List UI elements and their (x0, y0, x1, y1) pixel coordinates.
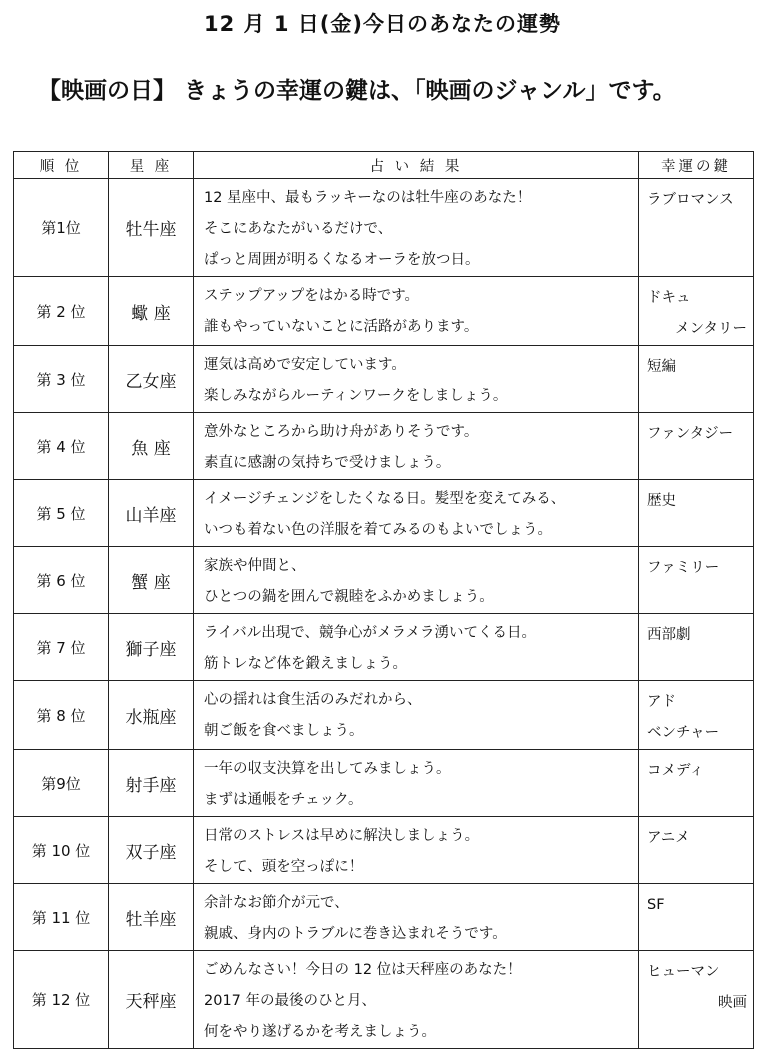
fortune-result-line: 誰もやっていないことに活路があります。 (204, 319, 479, 335)
rank-cell: 第 7 位 (14, 614, 109, 681)
lucky-key-line: ドキュ (647, 290, 691, 306)
lucky-key-line: ファンタジー (647, 426, 734, 442)
lucky-key-cell (639, 346, 754, 413)
rank-cell: 第1位 (14, 179, 109, 277)
rank-cell: 第9位 (14, 750, 109, 817)
lucky-key-cell (639, 884, 754, 951)
fortune-result-line: 2017 年の最後のひと月、 (204, 993, 377, 1009)
table-header-row (14, 152, 754, 179)
zodiac-sign-cell: 獅子座 (109, 614, 194, 681)
table-row (14, 179, 754, 277)
fortune-result-line: いつも着ない色の洋服を着てみるのもよいでしょう。 (204, 522, 552, 538)
lucky-key-line: ファミリー (647, 560, 720, 576)
fortune-result-line: 心の揺れは食生活のみだれから、 (204, 692, 422, 708)
fortune-result-line: ステップアップをはかる時です。 (204, 288, 420, 304)
column-header-result: 占 い 結 果 (194, 152, 639, 179)
lucky-key-line: ベンチャー (647, 725, 720, 741)
rank-cell: 第 2 位 (14, 277, 109, 346)
lucky-key-cell (639, 951, 754, 1049)
fortune-result-line: 一年の収支決算を出してみましょう。 (204, 761, 451, 777)
fortune-result-line: 素直に感謝の気持ちで受けましょう。 (204, 455, 451, 471)
page-title: 12 月 1 日(金)今日のあなたの運勢 (204, 12, 561, 36)
column-header-rank: 順 位 (14, 152, 109, 179)
zodiac-sign-cell: 魚 座 (109, 413, 194, 480)
fortune-result-line: 家族や仲間と、 (204, 558, 306, 574)
zodiac-sign-cell: 水瓶座 (109, 681, 194, 750)
zodiac-sign-cell: 山羊座 (109, 480, 194, 547)
fortune-result-line: 日常のストレスは早めに解決しましょう。 (204, 828, 480, 844)
fortune-result-line: 筋トレなど体を鍛えましょう。 (204, 656, 407, 672)
fortune-result-line: 親戚、身内のトラブルに巻き込まれそうです。 (204, 926, 507, 942)
table-row (14, 884, 754, 951)
lucky-key-line: 映画 (718, 995, 747, 1011)
lucky-key-cell (639, 480, 754, 547)
fortune-result-line: 余計なお節介が元で、 (204, 895, 349, 911)
horoscope-table (13, 151, 754, 1049)
fortune-result-cell (194, 547, 639, 614)
lucky-key-cell (639, 547, 754, 614)
page-subtitle: 【映画の日】 きょうの幸運の鍵は、「映画のジャンル」です。 (38, 78, 676, 104)
zodiac-sign-cell: 蟹 座 (109, 547, 194, 614)
fortune-result-line: 意外なところから助け舟がありそうです。 (204, 424, 479, 440)
rank-cell: 第 8 位 (14, 681, 109, 750)
zodiac-sign-cell: 射手座 (109, 750, 194, 817)
fortune-result-line: ひとつの鍋を囲んで親睦をふかめましょう。 (204, 589, 494, 605)
lucky-key-line: 西部劇 (647, 627, 691, 643)
rank-cell: 第 6 位 (14, 547, 109, 614)
fortune-result-line: まずは通帳をチェック。 (204, 792, 363, 808)
fortune-result-cell (194, 413, 639, 480)
lucky-key-line: 歴史 (647, 493, 676, 509)
table-row (14, 547, 754, 614)
table-row (14, 277, 754, 346)
fortune-result-cell (194, 681, 639, 750)
lucky-key-line: メンタリー (675, 321, 747, 337)
table-row (14, 681, 754, 750)
zodiac-sign-cell: 双子座 (109, 817, 194, 884)
fortune-result-cell (194, 179, 639, 277)
table-row (14, 750, 754, 817)
table-row (14, 413, 754, 480)
rank-cell: 第 10 位 (14, 817, 109, 884)
fortune-result-line: ごめんなさい！今日の 12 位は天秤座のあなた！ (204, 962, 522, 978)
fortune-result-line: そして、頭を空っぽに！ (204, 859, 364, 875)
table-row (14, 951, 754, 1049)
lucky-key-cell (639, 614, 754, 681)
column-header-sign: 星 座 (109, 152, 194, 179)
table-row (14, 480, 754, 547)
zodiac-sign-cell: 蠍 座 (109, 277, 194, 346)
lucky-key-cell (639, 277, 754, 346)
lucky-key-cell (639, 681, 754, 750)
lucky-key-cell (639, 817, 754, 884)
lucky-key-cell (639, 750, 754, 817)
fortune-result-line: 何をやり遂げるかを考えましょう。 (204, 1024, 436, 1040)
lucky-key-line: ラブロマンス (647, 192, 734, 208)
zodiac-sign-cell: 牡羊座 (109, 884, 194, 951)
lucky-key-line: アニメ (647, 830, 690, 846)
fortune-result-line: 運気は高めで安定しています。 (204, 357, 406, 373)
lucky-key-cell (639, 413, 754, 480)
fortune-result-line: 朝ご飯を食べましょう。 (204, 723, 364, 739)
zodiac-sign-cell: 牡牛座 (109, 179, 194, 277)
table-row (14, 817, 754, 884)
fortune-result-cell (194, 614, 639, 681)
fortune-result-cell (194, 480, 639, 547)
fortune-result-line: 楽しみながらルーティンワークをしましょう。 (204, 388, 508, 404)
lucky-key-cell (639, 179, 754, 277)
table-row (14, 346, 754, 413)
lucky-key-line: コメディ (647, 763, 704, 779)
lucky-key-line: ヒューマン (647, 964, 720, 980)
lucky-key-line: アド (647, 694, 676, 710)
rank-cell: 第 12 位 (14, 951, 109, 1049)
zodiac-sign-cell: 乙女座 (109, 346, 194, 413)
fortune-result-cell (194, 817, 639, 884)
table-body (14, 179, 754, 1049)
fortune-result-line: 12 星座中、最もラッキーなのは牡牛座のあなた！ (204, 190, 532, 206)
zodiac-sign-cell: 天秤座 (109, 951, 194, 1049)
lucky-key-line: 短編 (647, 359, 676, 375)
fortune-result-cell (194, 277, 639, 346)
rank-cell: 第 3 位 (14, 346, 109, 413)
rank-cell: 第 5 位 (14, 480, 109, 547)
table-row (14, 614, 754, 681)
rank-cell: 第 11 位 (14, 884, 109, 951)
fortune-result-line: ぱっと周囲が明るくなるオーラを放つ日。 (204, 252, 480, 268)
rank-cell: 第 4 位 (14, 413, 109, 480)
lucky-key-line: SF (647, 897, 665, 913)
fortune-result-cell (194, 951, 639, 1049)
fortune-result-cell (194, 346, 639, 413)
fortune-result-line: そこにあなたがいるだけで、 (204, 221, 393, 237)
fortune-result-cell (194, 884, 639, 951)
fortune-result-line: イメージチェンジをしたくなる日。髪型を変えてみる、 (204, 491, 566, 507)
fortune-result-line: ライバル出現で、競争心がメラメラ湧いてくる日。 (204, 625, 537, 641)
column-header-lucky-key: 幸運の鍵 (639, 152, 754, 179)
fortune-result-cell (194, 750, 639, 817)
